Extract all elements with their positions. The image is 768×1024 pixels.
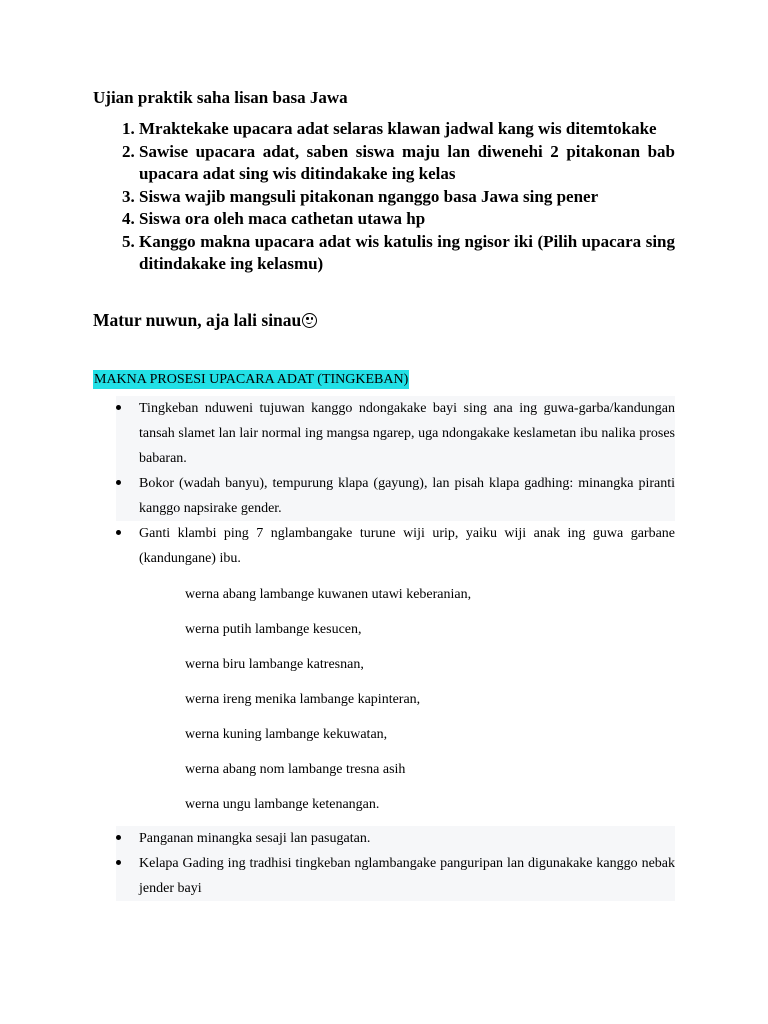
list-item-text: Kelapa Gading ing tradhisi tingkeban nglambangake panguripan lan digunakake kanggo nebak jender bayi <box>139 856 675 896</box>
smiley-face-icon <box>302 313 317 328</box>
meaning-list <box>116 396 675 571</box>
list-item <box>116 471 675 521</box>
bullet-icon <box>116 405 121 410</box>
section-title: MAKNA PROSESI UPACARA ADAT (TINGKEBAN) <box>94 372 409 387</box>
color-meaning-line: werna biru lambange katresnan, <box>185 657 364 672</box>
bullet-icon <box>116 860 121 865</box>
closing-text: Matur nuwun, aja lali sinau <box>93 310 302 330</box>
color-meanings <box>185 584 471 829</box>
rule-item: 5. Kanggo makna upacara adat wis katulis ing ngisor iki (Pilih upacara sing ditindakake ing kelasmu) <box>139 231 675 276</box>
color-meaning-line: werna putih lambange kesucen, <box>185 622 362 637</box>
color-meaning-line: werna ireng menika lambange kapinteran, <box>185 692 421 707</box>
list-item-text: Tingkeban nduweni tujuwan kanggo ndongakake bayi sing ana ing guwa-garba/kandungan tansah slamet lan lair normal ing mangsa ngarep, uga ndongakake keslametan ibu nalika proses babaran. <box>139 401 675 466</box>
meaning-list-continued <box>116 826 675 901</box>
rule-item: 3. Siswa wajib mangsuli pitakonan nganggo basa Jawa sing pener <box>139 186 675 209</box>
bullet-icon <box>116 835 121 840</box>
list-item-text: Bokor (wadah banyu), tempurung klapa (gayung), lan pisah klapa gadhing: minangka piranti kanggo napsirake gender. <box>139 476 675 516</box>
bullet-icon <box>116 480 121 485</box>
color-meaning-line: werna abang nom lambange tresna asih <box>185 762 406 777</box>
list-item <box>116 396 675 471</box>
color-meaning-line: werna kuning lambange kekuwatan, <box>185 727 388 742</box>
rules-list <box>93 118 675 276</box>
rule-item: 4. Siswa ora oleh maca cathetan utawa hp <box>139 208 675 231</box>
color-meaning-line: werna ungu lambange ketenangan. <box>185 797 380 812</box>
list-item-text: Ganti klambi ping 7 nglambangake turune wiji urip, yaiku wiji anak ing guwa garbane (kandungane) ibu. <box>139 526 675 566</box>
list-item <box>116 851 675 901</box>
list-item <box>116 826 675 851</box>
bullet-icon <box>116 530 121 535</box>
list-item <box>116 521 675 571</box>
list-item-text: Panganan minangka sesaji lan pasugatan. <box>139 831 371 846</box>
rule-item: 2. Sawise upacara adat, saben siswa maju lan diwenehi 2 pitakonan bab upacara adat sing wis ditindakake ing kelas <box>139 141 675 186</box>
page-heading: Ujian praktik saha lisan basa Jawa <box>93 88 348 107</box>
color-meaning-line: werna abang lambange kuwanen utawi keberanian, <box>185 587 472 602</box>
closing-line <box>93 308 317 332</box>
rule-item: 1. Mraktekake upacara adat selaras klawan jadwal kang wis ditemtokake <box>139 118 675 141</box>
